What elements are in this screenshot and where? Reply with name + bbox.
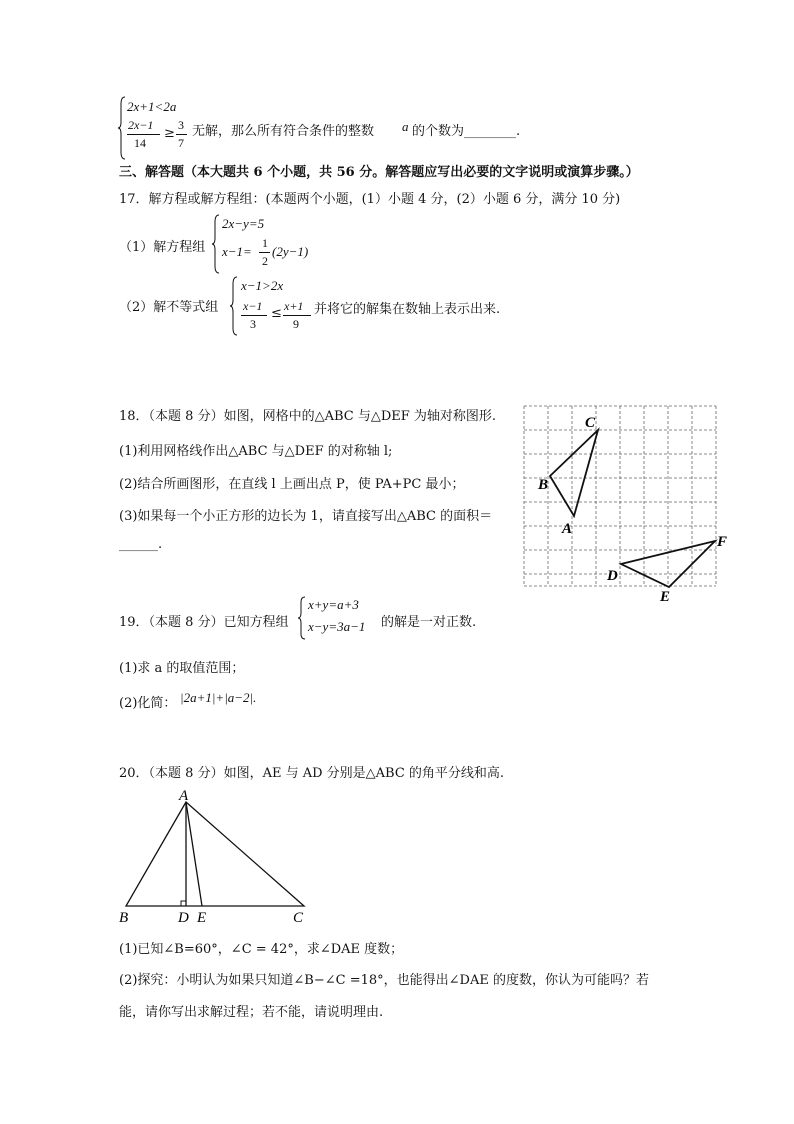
q18-s3: (3)如果每一个小正方形的边长为 1，请直接写出△ABC 的面积＝ bbox=[119, 509, 493, 524]
q17-p1-eq2-den: 2 bbox=[262, 254, 268, 268]
q16-eq2-num: 2x−1 bbox=[128, 118, 154, 132]
q16-fraction-bar bbox=[127, 134, 160, 135]
label-d-main: D bbox=[178, 910, 189, 926]
q17-p2-eq2-rel: ≤ bbox=[271, 306, 282, 321]
label-b-main: B bbox=[119, 910, 129, 926]
right-angle-mark bbox=[181, 901, 186, 906]
q19-head: 19．（本题 8 分）已知方程组 bbox=[119, 615, 289, 630]
q18-grid-figure bbox=[518, 400, 728, 605]
q18-s2: (2)结合所画图形，在直线 l 上画出点 P，使 PA+PC 最小； bbox=[119, 477, 465, 492]
q16-eq2-den: 14 bbox=[134, 136, 146, 150]
triangle-abc-main bbox=[126, 802, 304, 906]
q16-eq2-rnum: 3 bbox=[178, 118, 184, 132]
label-d: D bbox=[607, 568, 618, 584]
q16-eq2-rden: 7 bbox=[178, 136, 184, 150]
triangle-abc bbox=[550, 430, 598, 516]
q17-p1-eq2-right: (2y−1) bbox=[272, 244, 309, 259]
q16-eq1: 2x+1<2a bbox=[127, 99, 177, 114]
q18-s3-blank: ______. bbox=[119, 537, 163, 552]
label-c-main: C bbox=[293, 910, 304, 926]
q18-s1: (1)利用网格线作出△ABC 与△DEF 的对称轴 l; bbox=[119, 444, 393, 459]
q16-eq2-rel: ≥ bbox=[164, 126, 175, 141]
q17-p1-eq2-left: x−1= bbox=[222, 244, 252, 259]
q17-p1-label: （1）解方程组 bbox=[119, 240, 206, 255]
q17-p1-fraction-bar bbox=[259, 252, 270, 253]
q17-p2-eq2-rnum: x+1 bbox=[284, 299, 304, 313]
q17-p2-fraction-bar2 bbox=[283, 315, 311, 316]
q20-s2a: (2)探究：小明认为如果只知道∠B−∠C =18°，也能得出∠DAE 的度数，你认为可能吗？若 bbox=[119, 973, 649, 988]
label-e: E bbox=[660, 589, 671, 605]
q16-text: 无解，那么所有符合条件的整数 bbox=[192, 124, 375, 139]
q19-eq1: x+y=a+3 bbox=[308, 597, 359, 612]
q17-p1-brace bbox=[212, 214, 220, 274]
q20-s2b: 能，请你写出求解过程；若不能，请说明理由. bbox=[119, 1005, 384, 1020]
q18-head: 18．（本题 8 分）如图，网格中的△ABC 与△DEF 为轴对称图形. bbox=[119, 409, 497, 424]
q17-p2-eq2-rden: 9 bbox=[293, 317, 299, 331]
label-e-main: E bbox=[197, 910, 207, 926]
q16-text2: 的个数为________. bbox=[412, 124, 521, 139]
q20-triangle-figure bbox=[115, 785, 320, 927]
label-b: B bbox=[538, 477, 549, 493]
q17-p1-eq1: 2x−y=5 bbox=[222, 216, 265, 231]
q19-eq2: x−y=3a−1 bbox=[308, 619, 366, 634]
q17-p2-fraction-bar1 bbox=[241, 315, 267, 316]
q17-p1-eq2-num: 1 bbox=[262, 236, 268, 250]
q20-s1: (1)已知∠B=60°，∠C = 42°，求∠DAE 度数； bbox=[119, 942, 404, 957]
bisector-ae bbox=[186, 802, 202, 906]
q17-p2-tail: 并将它的解集在数轴上表示出来. bbox=[314, 302, 501, 317]
q17-head: 17．解方程或解方程组：(本题两个小题，(1）小题 4 分，(2）小题 6 分，满分 10 分) bbox=[119, 192, 621, 207]
q17-p2-brace bbox=[230, 276, 238, 336]
label-a-main: A bbox=[179, 788, 189, 804]
q17-p2-eq2-lden: 3 bbox=[250, 317, 256, 331]
q19-s1: (1)求 a 的取值范围； bbox=[119, 661, 245, 676]
q16-fraction-bar2 bbox=[176, 134, 187, 135]
q19-s2-expr: |2a+1|+|a−2|. bbox=[180, 690, 257, 705]
section-title: 三、解答题（本大题共 6 个小题，共 56 分。解答题应写出必要的文字说明或演算步骤。） bbox=[119, 165, 639, 180]
q16-brace bbox=[118, 96, 126, 160]
q19-brace bbox=[298, 596, 306, 640]
q19-tail: 的解是一对正数. bbox=[381, 615, 477, 630]
q17-p2-eq1: x−1>2x bbox=[241, 278, 284, 293]
q20-head: 20．（本题 8 分）如图，AE 与 AD 分别是△ABC 的角平分线和高. bbox=[119, 766, 505, 781]
label-f: F bbox=[717, 534, 728, 550]
q16-var-a: a bbox=[402, 119, 409, 134]
q17-p2-eq2-lnum: x−1 bbox=[243, 299, 263, 313]
grid-lines bbox=[524, 406, 716, 586]
q19-s2-label: (2)化简： bbox=[119, 696, 177, 711]
label-a: A bbox=[562, 521, 573, 537]
q17-p2-label: （2）解不等式组 bbox=[119, 300, 219, 315]
label-c: C bbox=[585, 415, 596, 431]
